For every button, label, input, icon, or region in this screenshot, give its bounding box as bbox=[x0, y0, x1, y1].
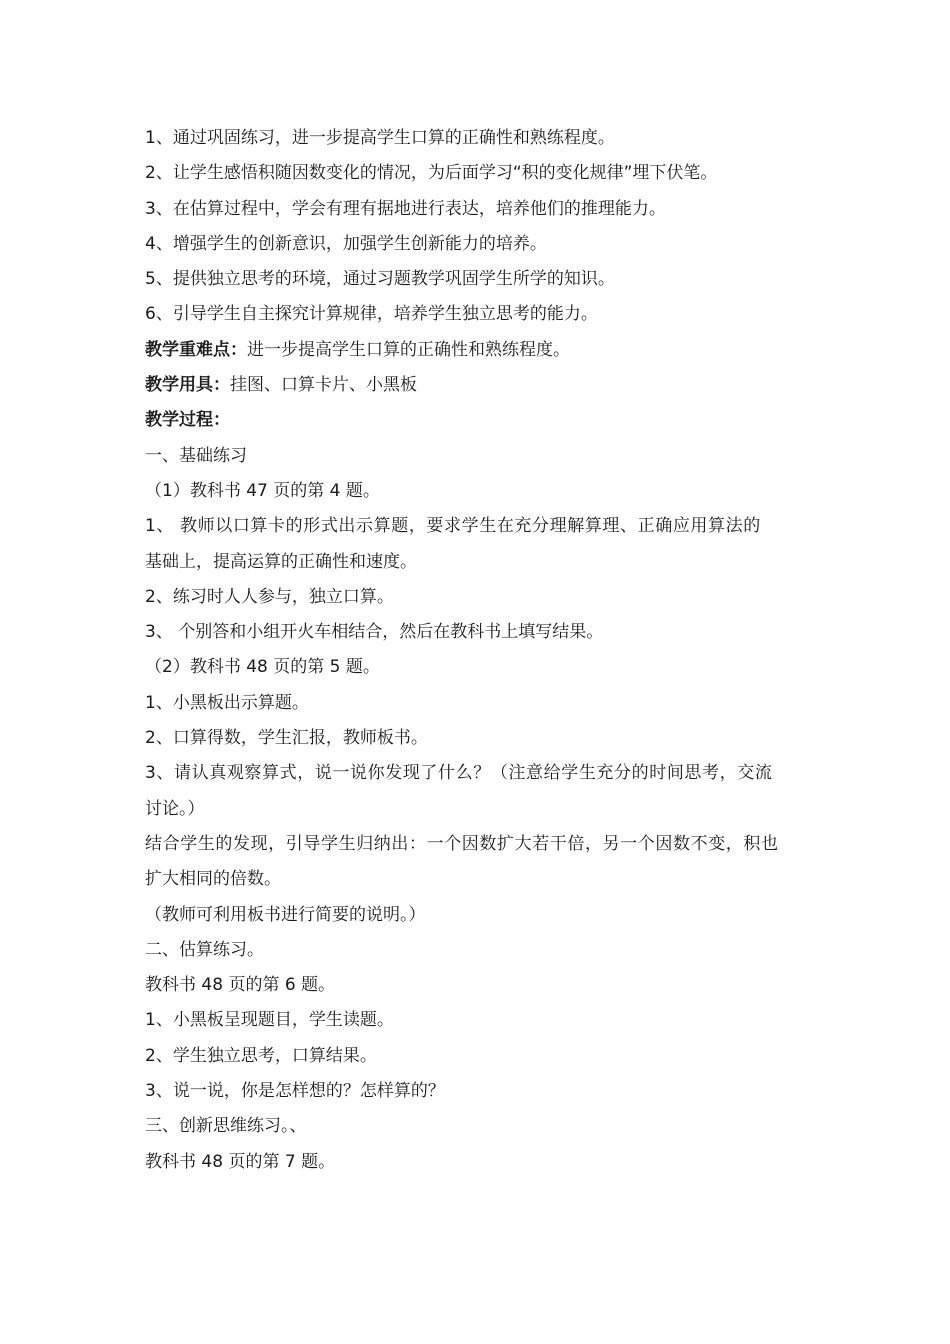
objective-4: 4、增强学生的创新意识，加强学生创新能力的培养。 bbox=[145, 233, 547, 254]
key-points bbox=[145, 333, 810, 368]
teaching-tools bbox=[145, 368, 810, 403]
section-1-part-1-title: （1）教科书 47 页的第 4 题。 bbox=[145, 480, 380, 501]
section-1-part-2-line-6: 扩大相同的倍数。 bbox=[145, 869, 281, 890]
section-1-part-2-title: （2）教科书 48 页的第 5 题。 bbox=[145, 657, 380, 678]
objective-3: 3、在估算过程中，学会有理有据地进行表达，培养他们的推理能力。 bbox=[145, 198, 666, 219]
section-2-line-1: 教科书 48 页的第 6 题。 bbox=[145, 975, 336, 996]
teaching-tools-label: 教学用具： bbox=[145, 375, 230, 396]
section-1-part-2-line-4: 讨论。） bbox=[145, 798, 205, 819]
section-2-line-4: 3、说一说，你是怎样想的？怎样算的？ bbox=[145, 1081, 445, 1102]
section-1-part-2-line-3: 3、请认真观察算式，说一说你发现了什么？（注意给学生充分的时间思考，交流 bbox=[145, 763, 773, 784]
section-2-line-3: 2、学生独立思考，口算结果。 bbox=[145, 1045, 377, 1066]
section-1-part-1-line-1: 1、 教师以口算卡的形式出示算题，要求学生在充分理解算理、正确应用算法的 bbox=[145, 516, 761, 537]
objective-2: 2、让学生感悟积随因数变化的情况，为后面学习“积的变化规律”埋下伏笔。 bbox=[145, 163, 718, 184]
objective-6: 6、引导学生自主探究计算规律，培养学生独立思考的能力。 bbox=[145, 304, 598, 325]
process-heading: 教学过程： bbox=[145, 410, 230, 431]
key-points-label: 教学重难点： bbox=[145, 339, 247, 360]
section-1-part-1-line-4: 3、 个别答和小组开火车相结合，然后在教科书上填写结果。 bbox=[145, 622, 604, 643]
objective-1: 1、通过巩固练习，进一步提高学生口算的正确性和熟练程度。 bbox=[145, 128, 615, 148]
section-1-part-1-line-3: 2、练习时人人参与，独立口算。 bbox=[145, 586, 394, 607]
key-points-text: 进一步提高学生口算的正确性和熟练程度。 bbox=[247, 339, 570, 360]
section-3-line-1: 教科书 48 页的第 7 题。 bbox=[145, 1151, 336, 1172]
section-1-part-2-line-1: 1、小黑板出示算题。 bbox=[145, 692, 309, 713]
teaching-tools-text: 挂图、口算卡片、小黑板 bbox=[230, 375, 417, 396]
section-1-part-1-line-2: 基础上，提高运算的正确性和速度。 bbox=[145, 551, 417, 572]
section-1-part-2-line-5: 结合学生的发现，引导学生归纳出：一个因数扩大若干倍，另一个因数不变，积也 bbox=[145, 833, 779, 854]
section-1-part-2-line-7: （教师可利用板书进行简要的说明。） bbox=[145, 904, 426, 925]
document-page bbox=[145, 121, 810, 1180]
section-1-part-2-line-2: 2、口算得数，学生汇报，教师板书。 bbox=[145, 728, 428, 749]
section-2-line-2: 1、小黑板呈现题目，学生读题。 bbox=[145, 1010, 394, 1031]
section-3-title: 三、创新思维练习。、 bbox=[145, 1116, 307, 1137]
objective-5: 5、提供独立思考的环境，通过习题教学巩固学生所学的知识。 bbox=[145, 269, 615, 290]
section-2-title: 二、估算练习。 bbox=[145, 939, 264, 960]
section-1-title: 一、基础练习 bbox=[145, 445, 247, 466]
